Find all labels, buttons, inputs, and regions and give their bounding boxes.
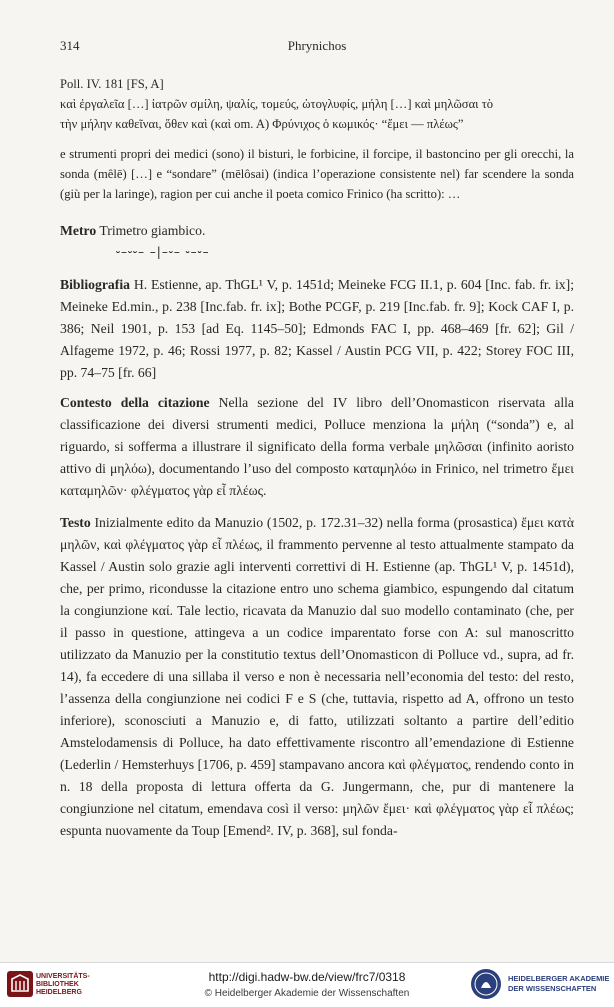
bibliografia-text: H. Estienne, ap. ThGL¹ V, p. 1451d; Meineke FCG II.1, p. 604 [Inc. fab. fr. ix]; Meineke Ed.min., p. 238 [Inc.fab. fr. ix]; Bothe PCGF, p. 219 [Inc.fab. fr. 9]; Kock CAF I, p. 386; Neil 1901, p. 153 [ad Eq. 1145–50]; Edmonds FAC I, pp. 468–469 [fr. 62]; Gil / Alfageme 1972, p. 46; Rossi 1977, p. 82; Kassel / Austin PCG VII, p. 422; Storey FOC III, pp. 74–75 [fr. 66] bbox=[60, 277, 574, 380]
greek-line-1: καὶ ἐργαλεῖα […] ἰατρῶν σμίλη, ψαλίς, τομεύς, ὠτογλυφίς, μήλη […] καὶ μηλῶσαι τὸ bbox=[60, 97, 494, 111]
academy-seal-icon[interactable] bbox=[470, 968, 502, 1000]
fragment-source: Poll. IV. 181 [FS, A] bbox=[60, 77, 164, 91]
fragment-quote bbox=[60, 74, 574, 134]
page-url-link[interactable]: http://digi.hadw-bw.de/view/frc7/0318 bbox=[208, 970, 406, 984]
bibliografia-label: Bibliografia bbox=[60, 277, 130, 292]
page-number: 314 bbox=[60, 38, 80, 53]
library-name[interactable]: UNIVERSITÄTS- BIBLIOTHEK HEIDELBERG bbox=[36, 973, 90, 996]
bibliografia-section bbox=[60, 274, 574, 384]
contesto-section bbox=[60, 392, 574, 502]
academy-name[interactable]: HEIDELBERGER AKADEMIE DER WISSENSCHAFTEN bbox=[508, 974, 610, 993]
testo-label: Testo bbox=[60, 515, 91, 530]
page-body bbox=[60, 74, 574, 842]
testo-section bbox=[60, 512, 574, 842]
running-title: Phrynichos bbox=[287, 38, 347, 53]
fragment-translation: e strumenti propri dei medici (sono) il bisturi, le forbicine, il forcipe, il bastoncino per gli orecchi, la sonda (mêlē) […] e “sondare” (mēlôsai) (indica l’operazione consistente nel) far scendere la sonda (giù per la laringe), ragion per cui anche il poeta comico Frinico (ha scritto): … bbox=[60, 147, 574, 201]
contesto-text: Nella sezione del IV libro dell’Onomasticon riservata alla classificazione dei diversi strumenti medici, Polluce menziona la μήλη (“sonda”) e, al riguardo, si sofferma a illustrare il significato della forma verbale μηλῶσαι (infinito aoristo attivo di μηλόω), documentando l’uso del composto καταμηλόω in Frinico, nel trimetro ἔμει καταμηλῶν· φλέγματος γὰρ εἶ πλέως. bbox=[60, 395, 575, 498]
copyright-notice: © Heidelberger Akademie der Wissenschaften bbox=[204, 988, 410, 999]
viewer-footer bbox=[0, 962, 614, 1007]
running-header bbox=[60, 38, 574, 56]
greek-line-2: τὴν μήλην καθεῖναι, ὅθεν καὶ (καὶ om. A) Φρύνιχος ὁ κωμικός· “ἔμει — πλέως” bbox=[60, 117, 464, 131]
testo-text: Inizialmente edito da Manuzio (1502, p. 172.31–32) nella forma (prosastica) ἔμει κατὰ μηλῶν, καὶ φλέγματος γὰρ εἶ πλέως, il frammento pervenne al testo attualmente stampato da Kassel / Austin solo grazie agli interventi correttivi di H. Estienne (ap. ThGL¹ V, p. 1451d), che, per primo, ricondusse la citazione entro uno schema giambico, espungendo dal citatum la congiunzione καί. Tale lectio, ricavata da Manuzio dal suo modello contaminato (che, per il passo in questione, attingeva a un codice imparentato forse con A: sul manoscritto utilizzato da Manuzio per la constitutio textus dell’Onomasticon di Polluce vd., supra, ad fr. 14), fa eccedere di una sillaba il verso e non è necessaria nell’economia del testo: del resto, l’assenza della congiunzione nei codici F e S (che, tuttavia, rispetto ad A, offrono un testo inferiore), sconosciuti a Manuzio e, di fatto, utilizzati soltanto a partire dell’editio Amstelodamensis di Polluce, ha dato effettivamente riscontro all’emendazione di Estienne (Lederlin / Hemsterhuys [1706, p. 459] stampavano ancora καὶ φλέγματος, rendendo conto in n. 18 della proposta di lettura offerta da G. Jungermann, che, pur di mantenere la congiunzione nel citatum, emendava così il verso: μηλῶν ἔμει· καὶ φλέγματος γὰρ εἶ πλέως; espunta nuovamente da Toup [Emend². IV, p. 368], sul fonda- bbox=[60, 515, 574, 838]
metrical-scansion: ⏑–⏑⏑– –|–⏑– ⏑–⏑– bbox=[116, 245, 210, 259]
metro-section bbox=[60, 220, 574, 242]
metro-text: Trimetro giambico. bbox=[99, 223, 206, 238]
metro-label: Metro bbox=[60, 223, 97, 238]
contesto-label: Contesto della citazione bbox=[60, 395, 210, 410]
